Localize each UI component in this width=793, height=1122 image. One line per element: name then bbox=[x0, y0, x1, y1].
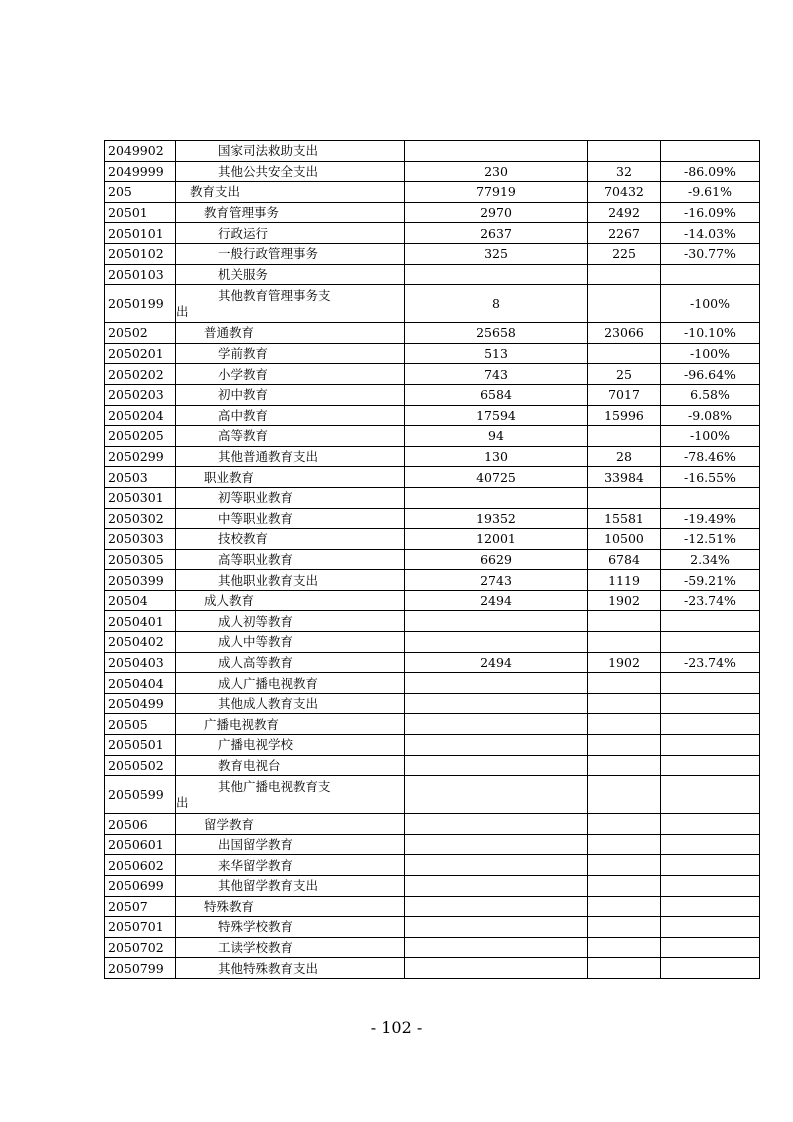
cell-value-1: 230 bbox=[405, 161, 588, 182]
cell-change-pct: -30.77% bbox=[661, 243, 760, 264]
cell-value-2: 2267 bbox=[588, 223, 661, 244]
cell-name: 其他职业教育支出 bbox=[176, 570, 405, 591]
table-body bbox=[105, 141, 760, 979]
table-row bbox=[105, 182, 760, 203]
table-row bbox=[105, 446, 760, 467]
cell-code: 2050303 bbox=[105, 529, 176, 550]
cell-code: 2050601 bbox=[105, 834, 176, 855]
cell-change-pct bbox=[661, 141, 760, 162]
cell-name: 成人高等教育 bbox=[176, 652, 405, 673]
cell-value-2: 28 bbox=[588, 446, 661, 467]
cell-code: 2050103 bbox=[105, 264, 176, 285]
cell-name: 特殊教育 bbox=[176, 896, 405, 917]
cell-value-1 bbox=[405, 855, 588, 876]
cell-name: 初中教育 bbox=[176, 384, 405, 405]
cell-name: 高中教育 bbox=[176, 405, 405, 426]
cell-change-pct: -9.61% bbox=[661, 182, 760, 203]
cell-code: 2050401 bbox=[105, 611, 176, 632]
cell-change-pct: -96.64% bbox=[661, 364, 760, 385]
cell-name bbox=[176, 776, 405, 814]
cell-value-2 bbox=[588, 755, 661, 776]
cell-code: 2050299 bbox=[105, 446, 176, 467]
cell-change-pct: -16.09% bbox=[661, 202, 760, 223]
cell-name-line1: 其他教育管理事务支 bbox=[218, 287, 331, 303]
cell-name: 出国留学教育 bbox=[176, 834, 405, 855]
cell-code: 2049999 bbox=[105, 161, 176, 182]
table-row bbox=[105, 223, 760, 244]
cell-change-pct: 2.34% bbox=[661, 549, 760, 570]
cell-value-2 bbox=[588, 917, 661, 938]
table-row bbox=[105, 755, 760, 776]
cell-change-pct bbox=[661, 264, 760, 285]
cell-value-2 bbox=[588, 958, 661, 979]
cell-name: 技校教育 bbox=[176, 529, 405, 550]
cell-change-pct bbox=[661, 776, 760, 814]
cell-change-pct bbox=[661, 876, 760, 897]
cell-code: 2050699 bbox=[105, 876, 176, 897]
cell-value-2: 33984 bbox=[588, 467, 661, 488]
cell-value-2 bbox=[588, 735, 661, 756]
cell-code: 2050305 bbox=[105, 549, 176, 570]
cell-change-pct: -59.21% bbox=[661, 570, 760, 591]
cell-value-2 bbox=[588, 876, 661, 897]
table-row bbox=[105, 285, 760, 323]
table-row bbox=[105, 652, 760, 673]
cell-value-2: 15996 bbox=[588, 405, 661, 426]
cell-change-pct: -100% bbox=[661, 285, 760, 323]
cell-name: 其他公共安全支出 bbox=[176, 161, 405, 182]
cell-name: 国家司法救助支出 bbox=[176, 141, 405, 162]
cell-name: 教育支出 bbox=[176, 182, 405, 203]
cell-change-pct bbox=[661, 834, 760, 855]
table-row bbox=[105, 508, 760, 529]
cell-value-1 bbox=[405, 141, 588, 162]
cell-change-pct: -19.49% bbox=[661, 508, 760, 529]
cell-value-1 bbox=[405, 632, 588, 653]
cell-value-2 bbox=[588, 632, 661, 653]
cell-change-pct bbox=[661, 896, 760, 917]
cell-name: 特殊学校教育 bbox=[176, 917, 405, 938]
table-row bbox=[105, 611, 760, 632]
cell-code: 20502 bbox=[105, 323, 176, 344]
page-number: - 102 - bbox=[370, 1018, 423, 1037]
cell-value-2 bbox=[588, 264, 661, 285]
cell-code: 2050701 bbox=[105, 917, 176, 938]
cell-code: 2050499 bbox=[105, 693, 176, 714]
cell-value-2 bbox=[588, 426, 661, 447]
table-row bbox=[105, 917, 760, 938]
cell-name: 教育管理事务 bbox=[176, 202, 405, 223]
cell-code: 2050102 bbox=[105, 243, 176, 264]
table-row bbox=[105, 529, 760, 550]
cell-value-2: 2492 bbox=[588, 202, 661, 223]
cell-value-1 bbox=[405, 611, 588, 632]
cell-value-1 bbox=[405, 776, 588, 814]
cell-value-2 bbox=[588, 611, 661, 632]
cell-value-2 bbox=[588, 937, 661, 958]
cell-name: 普通教育 bbox=[176, 323, 405, 344]
cell-code: 2050201 bbox=[105, 343, 176, 364]
cell-value-1 bbox=[405, 673, 588, 694]
cell-name: 小学教育 bbox=[176, 364, 405, 385]
cell-value-2: 225 bbox=[588, 243, 661, 264]
cell-change-pct: -23.74% bbox=[661, 652, 760, 673]
table-row bbox=[105, 323, 760, 344]
cell-value-1 bbox=[405, 814, 588, 835]
cell-change-pct bbox=[661, 755, 760, 776]
cell-code: 2050602 bbox=[105, 855, 176, 876]
cell-value-2: 1119 bbox=[588, 570, 661, 591]
cell-value-2 bbox=[588, 776, 661, 814]
table-row bbox=[105, 467, 760, 488]
cell-name: 其他留学教育支出 bbox=[176, 876, 405, 897]
table-row bbox=[105, 570, 760, 591]
table-row bbox=[105, 673, 760, 694]
cell-change-pct: -78.46% bbox=[661, 446, 760, 467]
cell-name: 成人广播电视教育 bbox=[176, 673, 405, 694]
cell-name-line1: 其他广播电视教育支 bbox=[218, 778, 331, 794]
cell-value-1: 2494 bbox=[405, 652, 588, 673]
cell-value-2 bbox=[588, 714, 661, 735]
cell-code: 2050202 bbox=[105, 364, 176, 385]
cell-name: 广播电视学校 bbox=[176, 735, 405, 756]
cell-code: 205 bbox=[105, 182, 176, 203]
cell-name: 其他成人教育支出 bbox=[176, 693, 405, 714]
cell-value-1 bbox=[405, 937, 588, 958]
table-row bbox=[105, 937, 760, 958]
cell-change-pct bbox=[661, 611, 760, 632]
cell-value-2 bbox=[588, 693, 661, 714]
table-row bbox=[105, 876, 760, 897]
cell-code: 20503 bbox=[105, 467, 176, 488]
table-row bbox=[105, 141, 760, 162]
cell-value-1 bbox=[405, 735, 588, 756]
cell-change-pct: -86.09% bbox=[661, 161, 760, 182]
cell-value-1: 40725 bbox=[405, 467, 588, 488]
cell-change-pct bbox=[661, 673, 760, 694]
cell-value-1: 19352 bbox=[405, 508, 588, 529]
cell-code: 2050205 bbox=[105, 426, 176, 447]
cell-change-pct bbox=[661, 937, 760, 958]
cell-change-pct: -12.51% bbox=[661, 529, 760, 550]
cell-name: 来华留学教育 bbox=[176, 855, 405, 876]
cell-value-1: 25658 bbox=[405, 323, 588, 344]
table-row bbox=[105, 834, 760, 855]
cell-name: 教育电视台 bbox=[176, 755, 405, 776]
cell-name: 留学教育 bbox=[176, 814, 405, 835]
cell-value-2: 1902 bbox=[588, 652, 661, 673]
cell-name: 中等职业教育 bbox=[176, 508, 405, 529]
cell-name: 职业教育 bbox=[176, 467, 405, 488]
cell-value-2 bbox=[588, 673, 661, 694]
cell-name: 成人中等教育 bbox=[176, 632, 405, 653]
cell-value-1: 325 bbox=[405, 243, 588, 264]
cell-value-1 bbox=[405, 693, 588, 714]
cell-value-2: 32 bbox=[588, 161, 661, 182]
cell-code: 2050799 bbox=[105, 958, 176, 979]
cell-value-1: 8 bbox=[405, 285, 588, 323]
cell-value-1: 6629 bbox=[405, 549, 588, 570]
table-row bbox=[105, 243, 760, 264]
table-row bbox=[105, 202, 760, 223]
cell-change-pct bbox=[661, 735, 760, 756]
cell-name: 成人初等教育 bbox=[176, 611, 405, 632]
cell-value-1 bbox=[405, 896, 588, 917]
cell-change-pct bbox=[661, 632, 760, 653]
table-row bbox=[105, 264, 760, 285]
cell-name: 行政运行 bbox=[176, 223, 405, 244]
table-row bbox=[105, 343, 760, 364]
cell-change-pct bbox=[661, 714, 760, 735]
cell-value-2 bbox=[588, 896, 661, 917]
cell-code: 2050101 bbox=[105, 223, 176, 244]
cell-value-1: 2494 bbox=[405, 590, 588, 611]
cell-name: 其他普通教育支出 bbox=[176, 446, 405, 467]
cell-change-pct bbox=[661, 917, 760, 938]
cell-code: 2050302 bbox=[105, 508, 176, 529]
cell-code: 20506 bbox=[105, 814, 176, 835]
cell-code: 20504 bbox=[105, 590, 176, 611]
cell-value-1 bbox=[405, 834, 588, 855]
cell-change-pct bbox=[661, 487, 760, 508]
table-row bbox=[105, 549, 760, 570]
cell-code: 2049902 bbox=[105, 141, 176, 162]
cell-name: 机关服务 bbox=[176, 264, 405, 285]
cell-change-pct bbox=[661, 814, 760, 835]
cell-value-2: 70432 bbox=[588, 182, 661, 203]
cell-name: 初等职业教育 bbox=[176, 487, 405, 508]
cell-change-pct: -9.08% bbox=[661, 405, 760, 426]
cell-name: 高等职业教育 bbox=[176, 549, 405, 570]
cell-code: 2050204 bbox=[105, 405, 176, 426]
cell-code: 2050199 bbox=[105, 285, 176, 323]
cell-value-1: 513 bbox=[405, 343, 588, 364]
cell-name: 成人教育 bbox=[176, 590, 405, 611]
cell-name: 一般行政管理事务 bbox=[176, 243, 405, 264]
cell-value-1 bbox=[405, 755, 588, 776]
cell-value-2 bbox=[588, 285, 661, 323]
cell-change-pct bbox=[661, 855, 760, 876]
table-row bbox=[105, 632, 760, 653]
cell-value-1 bbox=[405, 958, 588, 979]
cell-code: 2050502 bbox=[105, 755, 176, 776]
cell-code: 2050399 bbox=[105, 570, 176, 591]
cell-value-1: 6584 bbox=[405, 384, 588, 405]
cell-value-1: 12001 bbox=[405, 529, 588, 550]
cell-value-1: 2637 bbox=[405, 223, 588, 244]
cell-name: 广播电视教育 bbox=[176, 714, 405, 735]
cell-code: 2050501 bbox=[105, 735, 176, 756]
cell-value-2 bbox=[588, 834, 661, 855]
cell-value-1 bbox=[405, 876, 588, 897]
cell-value-1 bbox=[405, 487, 588, 508]
cell-change-pct: 6.58% bbox=[661, 384, 760, 405]
cell-value-2: 10500 bbox=[588, 529, 661, 550]
cell-value-1 bbox=[405, 714, 588, 735]
cell-value-1: 94 bbox=[405, 426, 588, 447]
table-row bbox=[105, 161, 760, 182]
cell-value-2 bbox=[588, 814, 661, 835]
cell-change-pct: -100% bbox=[661, 426, 760, 447]
table-row bbox=[105, 958, 760, 979]
cell-code: 2050402 bbox=[105, 632, 176, 653]
table-row bbox=[105, 590, 760, 611]
cell-value-2: 25 bbox=[588, 364, 661, 385]
cell-code: 20505 bbox=[105, 714, 176, 735]
table-row bbox=[105, 855, 760, 876]
cell-value-2 bbox=[588, 855, 661, 876]
cell-value-2 bbox=[588, 487, 661, 508]
cell-value-2: 1902 bbox=[588, 590, 661, 611]
table-row bbox=[105, 814, 760, 835]
cell-name-line2: 出 bbox=[176, 794, 189, 810]
cell-code: 2050404 bbox=[105, 673, 176, 694]
cell-code: 20501 bbox=[105, 202, 176, 223]
cell-name: 其他特殊教育支出 bbox=[176, 958, 405, 979]
cell-code: 2050599 bbox=[105, 776, 176, 814]
cell-value-2: 6784 bbox=[588, 549, 661, 570]
cell-change-pct: -16.55% bbox=[661, 467, 760, 488]
cell-code: 2050301 bbox=[105, 487, 176, 508]
cell-change-pct bbox=[661, 958, 760, 979]
expenditure-table bbox=[104, 140, 760, 979]
cell-code: 20507 bbox=[105, 896, 176, 917]
table-row bbox=[105, 426, 760, 447]
cell-code: 2050403 bbox=[105, 652, 176, 673]
table-row bbox=[105, 487, 760, 508]
cell-value-2 bbox=[588, 343, 661, 364]
table-row bbox=[105, 735, 760, 756]
cell-value-2: 23066 bbox=[588, 323, 661, 344]
cell-code: 2050203 bbox=[105, 384, 176, 405]
table-row bbox=[105, 405, 760, 426]
cell-change-pct bbox=[661, 693, 760, 714]
cell-name: 学前教育 bbox=[176, 343, 405, 364]
cell-name: 工读学校教育 bbox=[176, 937, 405, 958]
cell-value-1: 743 bbox=[405, 364, 588, 385]
cell-change-pct: -14.03% bbox=[661, 223, 760, 244]
cell-value-1: 2743 bbox=[405, 570, 588, 591]
cell-change-pct: -100% bbox=[661, 343, 760, 364]
cell-value-1: 130 bbox=[405, 446, 588, 467]
table-row bbox=[105, 364, 760, 385]
cell-name-line2: 出 bbox=[176, 303, 189, 319]
cell-value-1 bbox=[405, 917, 588, 938]
cell-value-1: 2970 bbox=[405, 202, 588, 223]
cell-value-1: 77919 bbox=[405, 182, 588, 203]
cell-value-1: 17594 bbox=[405, 405, 588, 426]
cell-value-2 bbox=[588, 141, 661, 162]
cell-name: 高等教育 bbox=[176, 426, 405, 447]
table-row bbox=[105, 776, 760, 814]
cell-change-pct: -10.10% bbox=[661, 323, 760, 344]
cell-value-2: 15581 bbox=[588, 508, 661, 529]
table-row bbox=[105, 384, 760, 405]
cell-name bbox=[176, 285, 405, 323]
table-row bbox=[105, 693, 760, 714]
cell-value-1 bbox=[405, 264, 588, 285]
cell-code: 2050702 bbox=[105, 937, 176, 958]
table-row bbox=[105, 714, 760, 735]
table-row bbox=[105, 896, 760, 917]
cell-change-pct: -23.74% bbox=[661, 590, 760, 611]
cell-value-2: 7017 bbox=[588, 384, 661, 405]
